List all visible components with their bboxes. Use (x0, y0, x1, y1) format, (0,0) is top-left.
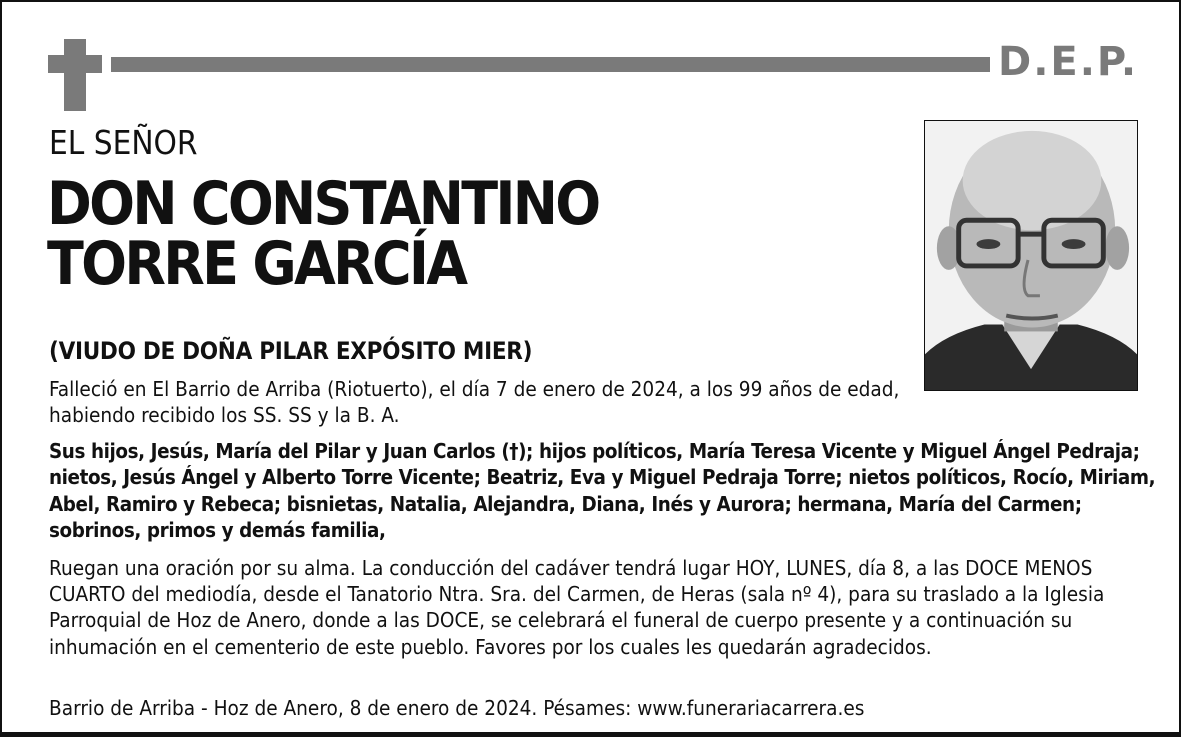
portrait-image (925, 121, 1137, 390)
name-line-1: DON CONSTANTINO (47, 169, 599, 239)
family-list: Sus hijos, Jesús, María del Pilar y Juan Carlos (†); hijos políticos, María Teresa Vicente y Miguel Ángel Pedraja; nietos, Jesús Ángel y Alberto Torre Vicente; Beatriz, Eva y Miguel Pedraja Torre; nietos políticos, Rocío, Miriam, Abel, Ramiro y Rebeca; bisnietas, Natalia, Alejandra, Diana, Inés y Aurora; hermana, María del Carmen; sobrinos, primos y demás familia, (49, 439, 1156, 543)
deceased-portrait (924, 120, 1138, 391)
funeral-details: Ruegan una oración por su alma. La conducción del cadáver tendrá lugar HOY, LUNES, día 8, a las DOCE MENOS CUARTO del mediodía, desde el Tanatorio Ntra. Sra. del Carmen, de Heras (sala nº 4), para su traslado a la Iglesia Parroquial de Hoz de Anero, donde a las DOCE, se celebrará el funeral de cuerpo presente y a continuación su inhumación en el cementerio de este pueblo. Favores por los cuales les quedarán agradecidos. (49, 556, 1105, 659)
name-line-2: TORRE GARCÍA (47, 229, 466, 299)
dep-label: D.E.P. (998, 39, 1139, 85)
death-notice: Falleció en El Barrio de Arriba (Riotuerto), el día 7 de enero de 2024, a los 99 años de edad, habiendo recibido los SS. SS y la B. A. (49, 377, 900, 428)
place-and-date: Barrio de Arriba - Hoz de Anero, 8 de enero de 2024. Pésames: www.funerariacarrera.es (49, 696, 865, 720)
header-rule (111, 57, 990, 72)
honorific: EL SEÑOR (49, 123, 198, 162)
deceased-name (47, 169, 599, 299)
cross-icon (48, 39, 102, 111)
widower-note: (VIUDO DE DOÑA PILAR EXPÓSITO MIER) (49, 337, 533, 365)
